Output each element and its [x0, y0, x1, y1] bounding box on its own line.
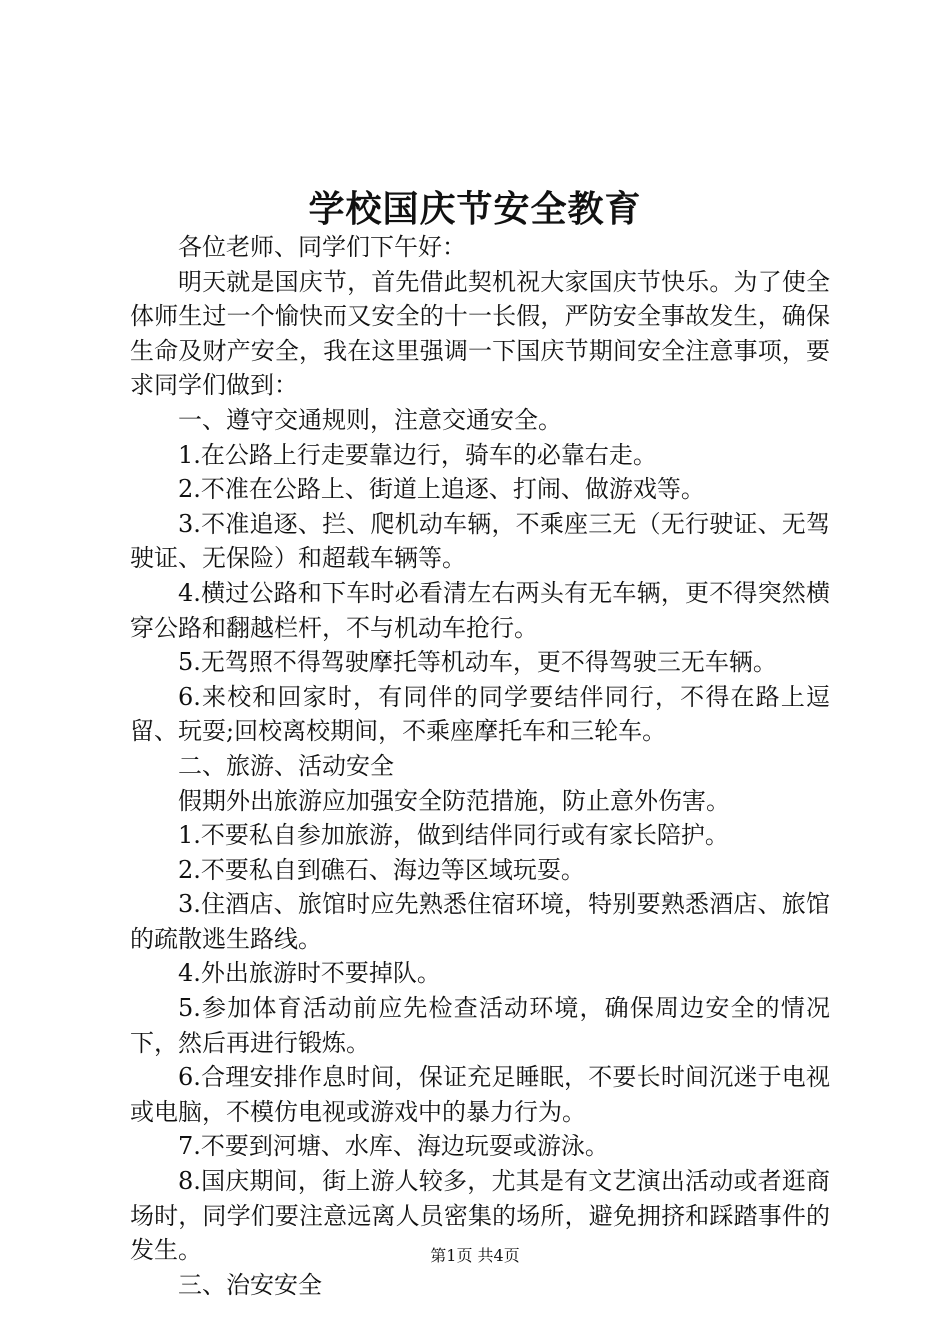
list-item: 3.住酒店、旅馆时应先熟悉住宿环境，特别要熟悉酒店、旅馆的疏散逃生路线。	[130, 890, 830, 953]
list-item: 5.无驾照不得驾驶摩托等机动车，更不得驾驶三无车辆。	[178, 648, 777, 677]
list-item: 6.来校和回家时，有同伴的同学要结伴同行，不得在路上逗留、玩耍;回校离校期间，不乘座摩托车和三轮车。	[130, 682, 830, 746]
list-item: 2.不要私自到礁石、海边等区域玩耍。	[178, 855, 585, 884]
page-footer: 第1页 共4页	[430, 1246, 520, 1265]
list-item: 4.外出旅游时不要掉队。	[178, 959, 441, 988]
list-item: 2.不准在公路上、街道上追逐、打闹、做游戏等。	[178, 475, 705, 504]
paragraph: 假期外出旅游应加强安全防范措施，防止意外伤害。	[178, 786, 730, 815]
list-item: 6.合理安排作息时间，保证充足睡眠，不要长时间沉迷于电视或电脑，不模仿电视或游戏中的暴力行为。	[130, 1063, 830, 1126]
page-title: 学校国庆节安全教育	[308, 188, 642, 230]
list-item: 1.不要私自参加旅游，做到结伴同行或有家长陪护。	[178, 821, 729, 850]
list-item: 4.横过公路和下车时必看清左右两头有无车辆，更不得突然横穿公路和翻越栏杆，不与机动车抢行。	[130, 578, 830, 642]
list-item: 5.参加体育活动前应先检查活动环境，确保周边安全的情况下，然后再进行锻炼。	[130, 994, 830, 1057]
section-heading: 三、治安安全	[178, 1270, 322, 1299]
list-item: 7.不要到河塘、水库、海边玩耍或游泳。	[178, 1132, 609, 1161]
section-heading: 二、旅游、活动安全	[178, 751, 394, 780]
document-body	[130, 230, 830, 1302]
list-item: 1.在公路上行走要靠边行，骑车的必靠右走。	[178, 440, 657, 469]
paragraph: 明天就是国庆节，首先借此契机祝大家国庆节快乐。为了使全体师生过一个愉快而又安全的十一长假，严防安全事故发生，确保生命及财产安全，我在这里强调一下国庆节期间安全注意事项，要求同学们做到：	[130, 267, 830, 400]
list-item: 3.不准追逐、拦、爬机动车辆，不乘座三无（无行驶证、无驾驶证、无保险）和超载车辆等。	[130, 509, 830, 573]
section-heading: 一、遵守交通规则，注意交通安全。	[178, 405, 562, 434]
list-item: 8.国庆期间，街上游人较多，尤其是有文艺演出活动或者逛商场时，同学们要注意远离人员密集的场所，避免拥挤和踩踏事件的发生。	[130, 1167, 830, 1265]
paragraph: 各位老师、同学们下午好：	[178, 233, 466, 261]
